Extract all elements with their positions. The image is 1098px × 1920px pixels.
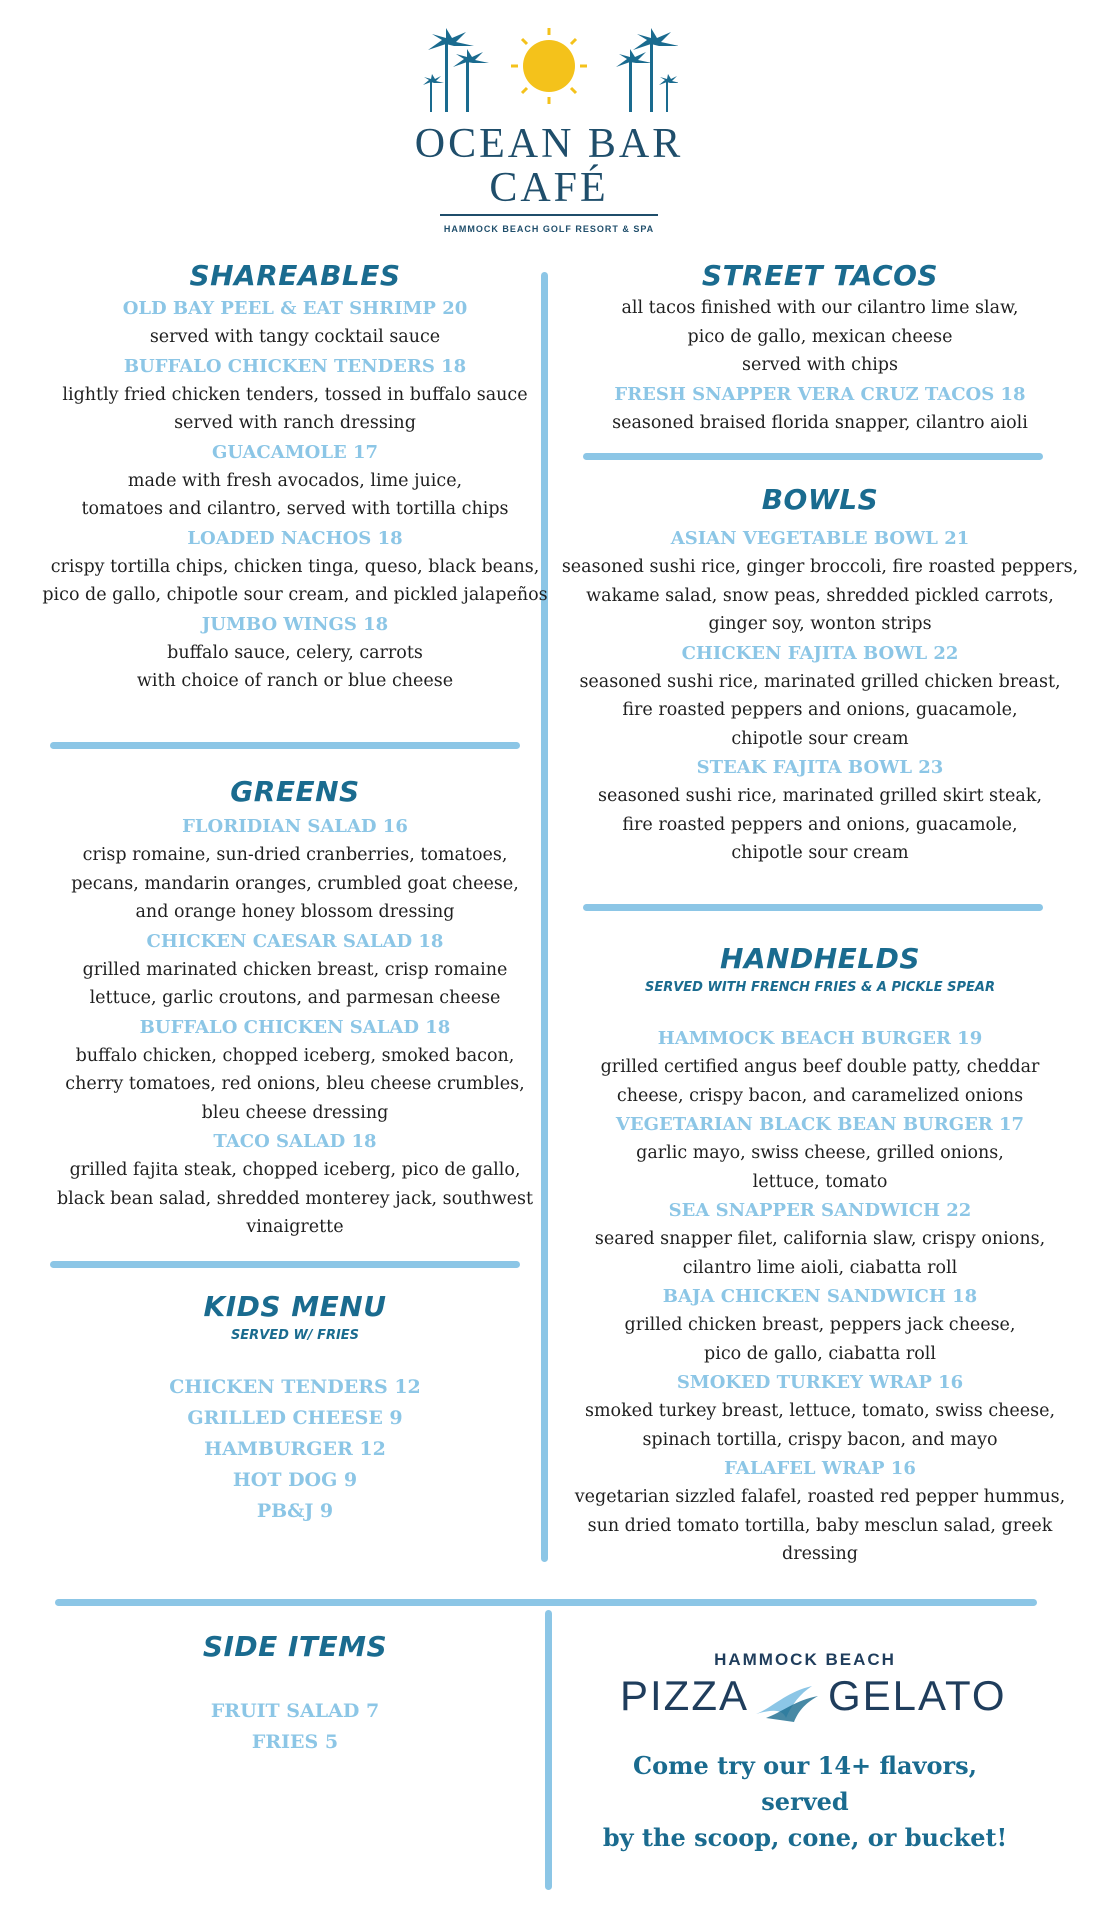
- menu-item-desc: buffalo sauce, celery, carrots: [167, 642, 423, 663]
- kids-item: CHICKEN TENDERS 12: [169, 1376, 421, 1398]
- menu-item-desc: grilled certified angus beef double patty, cheddar: [600, 1057, 1040, 1077]
- kids-item: HOT DOG 9: [232, 1469, 358, 1491]
- divider-bottom-section: [55, 1599, 1037, 1606]
- menu-item-desc: lettuce, tomato: [752, 1171, 888, 1192]
- handhelds-section: [560, 940, 1080, 1569]
- menu-item-name: CHICKEN CAESAR SALAD 18: [146, 930, 444, 952]
- menu-item-desc: and orange honey blossom dressing: [135, 902, 455, 922]
- menu-item-name: GUACAMOLE 17: [211, 441, 379, 463]
- menu-item-name: FLORIDIAN SALAD 16: [182, 816, 408, 837]
- section-title-sides: SIDE ITEMS: [202, 1630, 388, 1663]
- menu-item-name: HAMMOCK BEACH BURGER 19: [657, 1028, 983, 1049]
- menu-item-desc: fire roasted peppers and onions, guacamole,: [622, 814, 1018, 835]
- section-title-handhelds: HANDHELDS: [719, 942, 921, 975]
- side-item: FRIES 5: [251, 1731, 339, 1753]
- menu-item-desc: fire roasted peppers and onions, guacamole,: [622, 700, 1018, 720]
- divider-tacos-bowls: [583, 453, 1043, 460]
- menu-item-desc: cilantro lime aioli, ciabatta roll: [682, 1257, 958, 1278]
- shareables-list: [40, 294, 550, 696]
- menu-item-desc: chipotle sour cream: [731, 843, 909, 863]
- menu-item-desc: grilled fajita steak, chopped iceberg, pico de gallo,: [69, 1160, 521, 1180]
- pizza-gelato-top-label: HAMMOCK BEACH: [714, 1650, 896, 1669]
- shareables-section: [40, 258, 550, 696]
- kids-item: GRILLED CHEESE 9: [187, 1407, 403, 1429]
- menu-item-desc: pico de gallo, chipotle sour cream, and pickled jalapeños: [42, 585, 548, 605]
- menu-item-desc: tomatoes and cilantro, served with tortilla chips: [81, 499, 509, 519]
- section-title-kids: KIDS MENU: [203, 1290, 387, 1323]
- menu-item-name: BAJA CHICKEN SANDWICH 18: [662, 1286, 978, 1307]
- menu-item-name: SEA SNAPPER SANDWICH 22: [668, 1200, 972, 1221]
- street-tacos-section: [560, 258, 1080, 437]
- pizza-gelato-left-word: PIZZA: [620, 1672, 750, 1719]
- section-title-shareables: SHAREABLES: [189, 259, 401, 292]
- menu-item-desc: bleu cheese dressing: [201, 1102, 389, 1123]
- section-title-bowls: BOWLS: [761, 483, 879, 516]
- side-items-section: [40, 1628, 550, 1758]
- section-title-greens: GREENS: [230, 775, 360, 808]
- menu-item-desc: seasoned sushi rice, marinated grilled chicken breast,: [579, 671, 1061, 692]
- kids-menu-section: [40, 1288, 550, 1527]
- brand-title-line2: CAFÉ: [489, 165, 609, 211]
- menu-item-name: CHICKEN FAJITA BOWL 22: [681, 642, 959, 664]
- menu-item-desc: vinaigrette: [246, 1217, 344, 1237]
- brand-divider: [440, 214, 658, 216]
- menu-item-desc: cheese, crispy bacon, and caramelized onions: [616, 1085, 1024, 1106]
- menu-item-name: VEGETARIAN BLACK BEAN BURGER 17: [615, 1114, 1025, 1135]
- side-item: FRUIT SALAD 7: [210, 1700, 380, 1722]
- menu-item-desc: grilled marinated chicken breast, crisp romaine: [82, 959, 508, 980]
- menu-item-desc: with choice of ranch or blue cheese: [136, 671, 454, 691]
- kids-item: PB&J 9: [256, 1500, 334, 1522]
- tacos-intro: all tacos finished with our cilantro lime slaw,: [621, 298, 1019, 318]
- menu-item-desc: buffalo chicken, chopped iceberg, smoked bacon,: [75, 1045, 515, 1066]
- menu-item-name: BUFFALO CHICKEN TENDERS 18: [123, 355, 467, 377]
- menu-item-desc: cherry tomatoes, red onions, bleu cheese crumbles,: [65, 1074, 525, 1094]
- menu-item-name: TACO SALAD 18: [213, 1131, 377, 1152]
- divider-shareables-greens: [50, 742, 520, 749]
- menu-item-desc: crisp romaine, sun-dried cranberries, tomatoes,: [82, 845, 508, 865]
- promo-line: by the scoop, cone, or bucket!: [602, 1823, 1008, 1852]
- section-title-tacos: STREET TACOS: [701, 259, 939, 292]
- swoosh-logo-icon: [752, 1678, 822, 1724]
- menu-item-desc: dressing: [782, 1544, 858, 1564]
- menu-item-name: FRESH SNAPPER VERA CRUZ TACOS 18: [614, 383, 1026, 405]
- menu-item-name: JUMBO WINGS 18: [201, 613, 389, 635]
- menu-item-desc: served with ranch dressing: [174, 413, 416, 433]
- menu-item-desc: seasoned sushi rice, marinated grilled skirt steak,: [597, 786, 1043, 806]
- menu-item-name: OLD BAY PEEL & EAT SHRIMP 20: [122, 298, 468, 319]
- section-subtitle-kids: SERVED W/ FRIES: [230, 1328, 360, 1343]
- kids-item: HAMBURGER 12: [204, 1438, 386, 1460]
- pizza-gelato-right-word: GELATO: [828, 1672, 1007, 1719]
- menu-item-desc: lightly fried chicken tenders, tossed in buffalo sauce: [62, 384, 528, 405]
- menu-item-desc: grilled chicken breast, peppers jack cheese,: [624, 1315, 1016, 1335]
- menu-item-name: SMOKED TURKEY WRAP 16: [676, 1372, 964, 1393]
- menu-item-desc: seasoned braised florida snapper, cilantro aioli: [612, 412, 1028, 433]
- divider-greens-kids: [50, 1261, 520, 1268]
- menu-item-desc: made with fresh avocados, lime juice,: [127, 470, 463, 491]
- gelato-promo-text: [600, 1748, 1010, 1856]
- menu-item-desc: seared snapper filet, california slaw, crispy onions,: [594, 1229, 1046, 1249]
- bowls-section: [560, 480, 1080, 868]
- menu-item-desc: pico de gallo, ciabatta roll: [704, 1343, 936, 1364]
- menu-item-desc: vegetarian sizzled falafel, roasted red pepper hummus,: [574, 1487, 1066, 1507]
- menu-item-desc: spinach tortilla, crispy bacon, and mayo: [642, 1429, 998, 1450]
- menu-item-desc: served with tangy cocktail sauce: [149, 327, 441, 347]
- menu-item-desc: crispy tortilla chips, chicken tinga, queso, black beans,: [50, 556, 540, 577]
- menu-item-desc: chipotle sour cream: [731, 728, 909, 749]
- menu-item-desc: smoked turkey breast, lettuce, tomato, swiss cheese,: [584, 1401, 1056, 1421]
- menu-item-desc: pecans, mandarin oranges, crumbled goat cheese,: [71, 873, 519, 894]
- menu-item-name: FALAFEL WRAP 16: [724, 1458, 916, 1479]
- section-subtitle-handhelds: SERVED WITH FRENCH FRIES & A PICKLE SPEAR: [644, 980, 996, 995]
- menu-item-name: BUFFALO CHICKEN SALAD 18: [139, 1016, 451, 1038]
- tacos-intro: served with chips: [741, 355, 898, 375]
- menu-item-desc: sun dried tomato tortilla, baby mesclun salad, greek: [587, 1515, 1053, 1536]
- brand-subtitle: HAMMOCK BEACH GOLF RESORT & SPA: [443, 224, 655, 234]
- promo-line: Come try our 14+ flavors, served: [633, 1751, 977, 1816]
- menu-item-desc: black bean salad, shredded monterey jack, southwest: [56, 1188, 534, 1209]
- menu-item-desc: lettuce, garlic croutons, and parmesan cheese: [89, 988, 501, 1008]
- menu-item-desc: seasoned sushi rice, ginger broccoli, fire roasted peppers,: [561, 557, 1079, 577]
- menu-item-name: LOADED NACHOS 18: [187, 527, 403, 549]
- divider-bowls-handhelds: [583, 904, 1043, 911]
- menu-item-desc: wakame salad, snow peas, shredded pickled carrots,: [586, 585, 1054, 606]
- menu-item-name: ASIAN VEGETABLE BOWL 21: [670, 528, 970, 549]
- palm-trees-sun-logo-icon: [420, 22, 678, 122]
- tacos-intro: pico de gallo, mexican cheese: [687, 326, 953, 347]
- brand-title-line1: OCEAN BAR: [414, 121, 684, 167]
- menu-item-name: STEAK FAJITA BOWL 23: [696, 757, 944, 778]
- menu-item-desc: ginger soy, wonton strips: [708, 614, 932, 634]
- greens-section: [40, 772, 550, 1242]
- menu-item-desc: garlic mayo, swiss cheese, grilled onions,: [636, 1143, 1004, 1163]
